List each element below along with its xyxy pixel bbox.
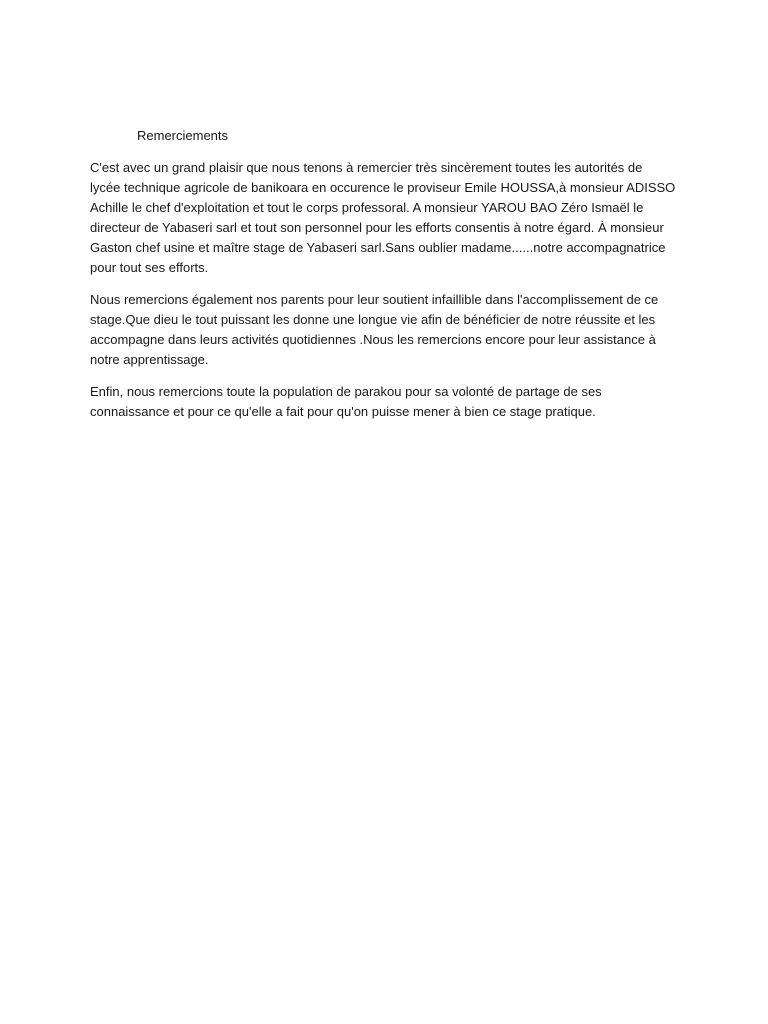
- paragraph-2: Nous remercions également nos parents pour leur soutient infaillible dans l'accomplissement de ce stage.Que dieu le tout puissant les donne une longue vie afin de bénéficier de notre réussite et les accompagne dans leurs activités quotidiennes .Nous les remercions encore pour leur assistance à notre apprentissage.: [90, 292, 659, 367]
- document-title: Remerciements: [137, 128, 229, 143]
- paragraph-1: C'est avec un grand plaisir que nous tenons à remercier très sincèrement toutes les autorités de lycée technique agricole de banikoara en occurence le proviseur Emile HOUSSA,à monsieur ADISSO Achille le chef d'exploitation et tout le corps professoral. A monsieur YAROU BAO Zéro Ismaël le directeur de Yabaseri sarl et tout son personnel pour les efforts consentis à notre égard. À monsieur Gaston chef usine et maître stage de Yabaseri sarl.Sans oublier madame......notre accompagnatrice pour tout ses efforts.: [90, 160, 676, 275]
- document-body: [90, 126, 676, 434]
- paragraph-3: Enfin, nous remercions toute la population de parakou pour sa volonté de partage de ses connaissance et pour ce qu'elle a fait pour qu'on puisse mener à bien ce stage pratique.: [90, 384, 602, 419]
